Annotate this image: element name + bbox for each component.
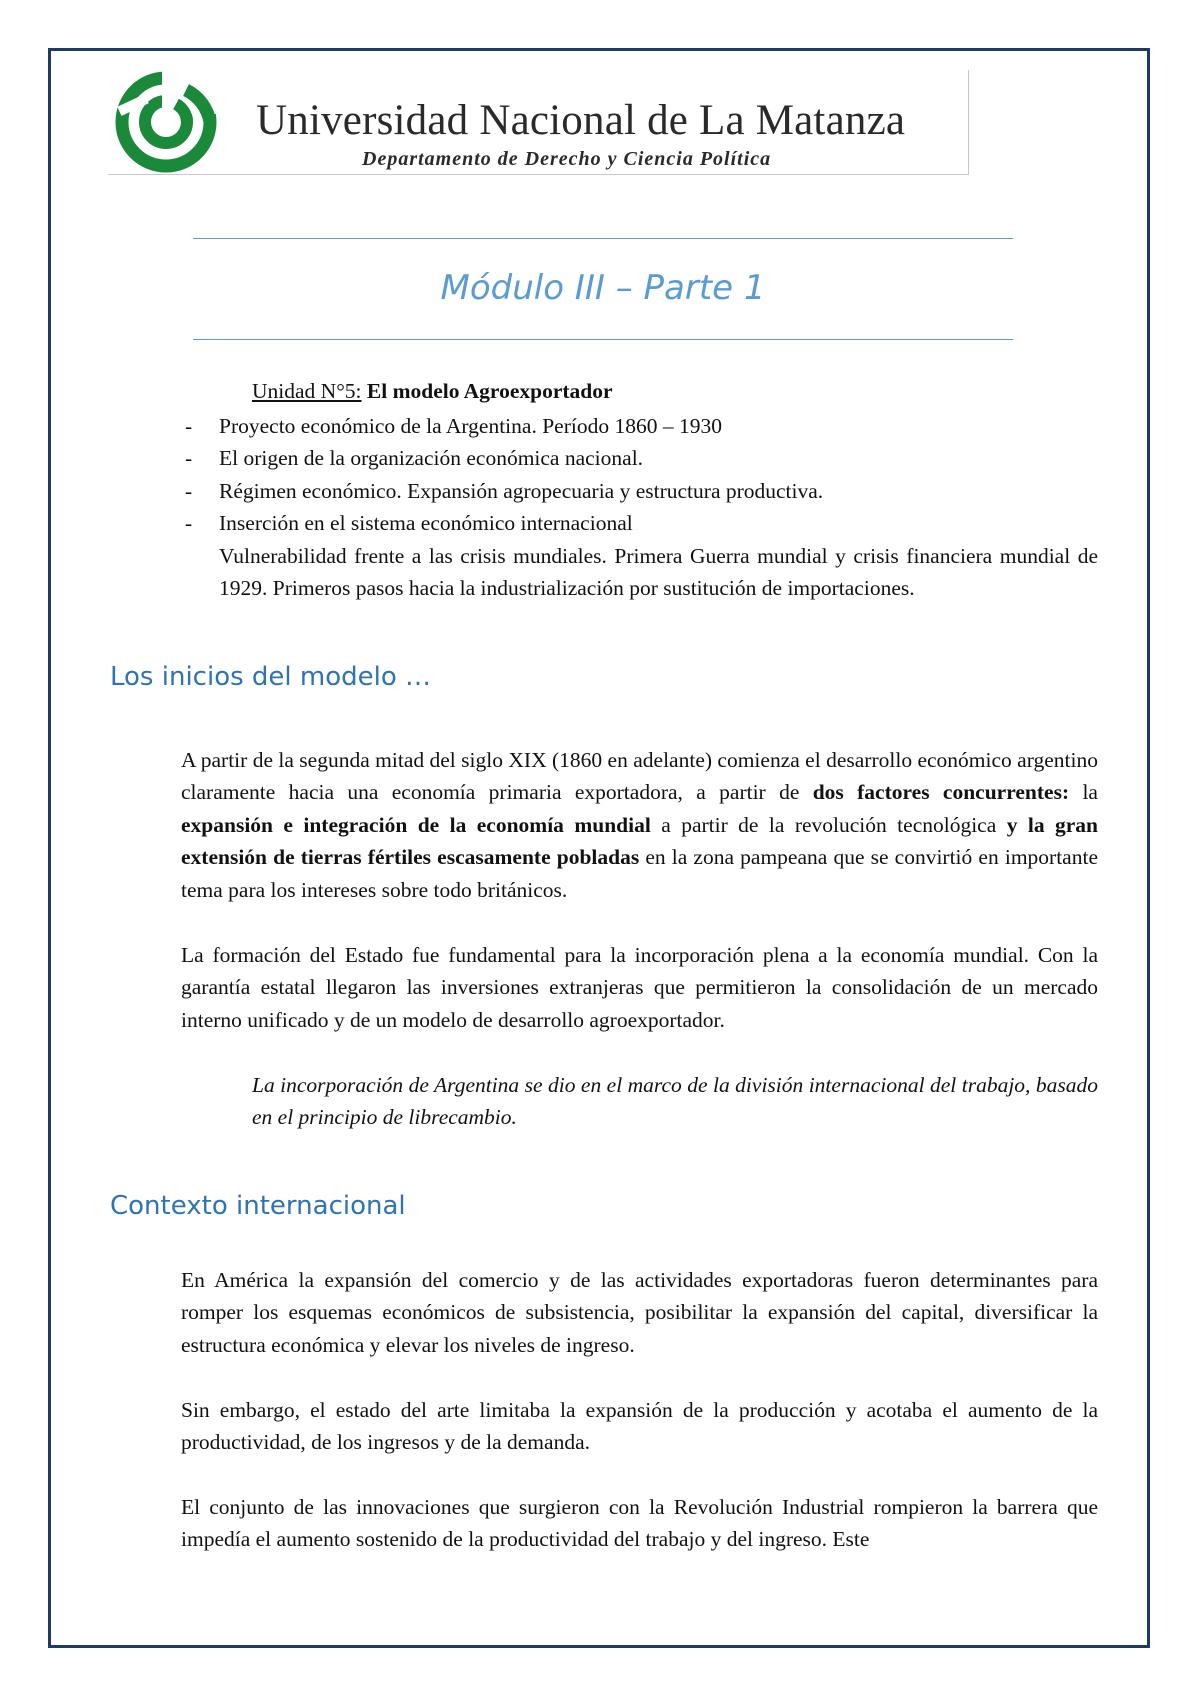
module-title: Módulo III – Parte 1	[440, 268, 766, 308]
unit-label: Unidad N°5:	[252, 379, 362, 403]
list-item: - Régimen económico. Expansión agropecuaria y estructura productiva.	[185, 478, 824, 503]
list-item: - Inserción en el sistema económico internacional	[185, 511, 633, 536]
list-item: - Proyecto económico de la Argentina. Período 1860 – 1930	[185, 414, 722, 438]
paragraph-inicios-2: La formación del Estado fue fundamental para la incorporación plena a la economía mundial. Con la garantía estatal llegaron las inversiones extranjeras que permitieron la consolidación de un mercado interno unificado y de un modelo de desarrollo agroexportador.	[181, 943, 1098, 1032]
paragraph-inicios-1: A partir de la segunda mitad del siglo XIX (1860 en adelante) comienza el desarrollo económico argentino claramente hacia una economía primaria exportadora, a partir de dos factores concurrentes: la expansión e integración de la economía mundial a partir de la revolución tecnológica y la gran extensión de tierras fértiles escasamente pobladas en la zona pampeana que se convirtió en importante tema para los intereses sobre todo británicos.	[181, 748, 1098, 902]
topics-continuation: Vulnerabilidad frente a las crisis mundiales. Primera Guerra mundial y crisis financiera mundial de 1929. Primeros pasos hacia la industrialización por sustitución de importaciones.	[219, 543, 1098, 601]
topics-list	[183, 410, 1098, 604]
paragraph-contexto-2: Sin embargo, el estado del arte limitaba la expansión de la producción y acotaba el aumento de la productividad, de los ingresos y de la demanda.	[181, 1398, 1098, 1455]
quote-inicios: La incorporación de Argentina se dio en el marco de la división internacional del trabajo, basado en el principio de librecambio.	[252, 1073, 1098, 1130]
title-rule-top	[193, 238, 1013, 239]
department-name: Departamento de Derecho y Ciencia Política	[362, 148, 772, 170]
section-heading-inicios: Los inicios del modelo …	[110, 662, 432, 692]
unit-title	[252, 379, 613, 404]
university-name: Universidad Nacional de La Matanza	[256, 97, 906, 144]
unit-name: El modelo Agroexportador	[361, 379, 613, 403]
paragraph-contexto-3: El conjunto de las innovaciones que surgieron con la Revolución Industrial rompieron la barrera que impedía el aumento sostenido de la productividad del trabajo y del ingreso. Este	[181, 1495, 1098, 1552]
paragraph-contexto-1: En América la expansión del comercio y de las actividades exportadoras fueron determinantes para romper los esquemas económicos de subsistencia, posibilitar la expansión del capital, diversificar la estructura económica y elevar los niveles de ingreso.	[181, 1268, 1098, 1357]
title-rule-bottom	[193, 339, 1013, 340]
section-heading-contexto: Contexto internacional	[110, 1191, 406, 1221]
university-logo	[108, 70, 224, 174]
list-item: - El origen de la organización económica nacional.	[185, 446, 644, 471]
university-header	[108, 70, 969, 175]
